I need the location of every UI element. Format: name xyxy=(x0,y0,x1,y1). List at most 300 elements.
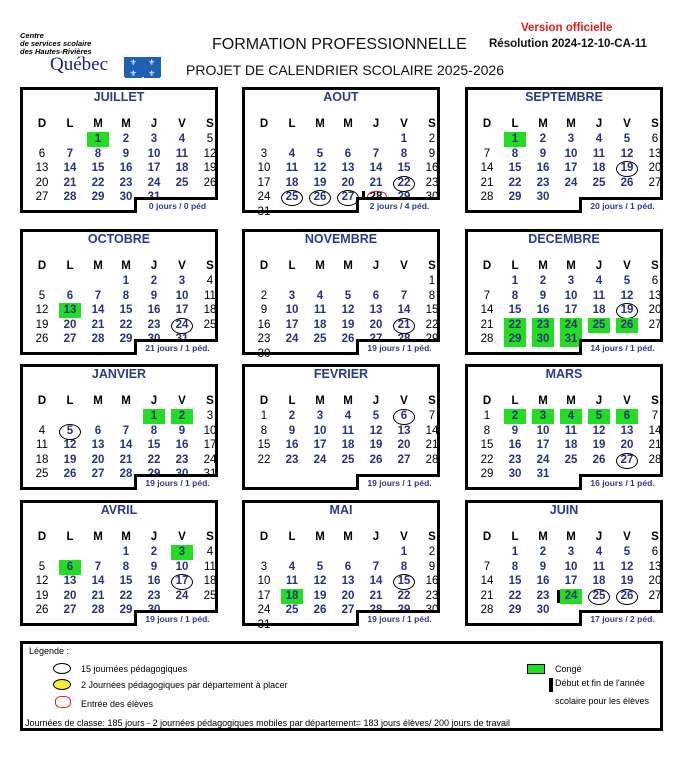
calendar-day: 16 xyxy=(147,575,161,587)
calendar-day: 26 xyxy=(203,176,217,189)
calendar-day: 24 xyxy=(257,604,271,616)
calendar-day: 2 xyxy=(539,275,547,287)
calendar-day: 9 xyxy=(539,289,547,302)
calendar-day: 5 xyxy=(623,546,631,558)
calendar-day: 22 xyxy=(393,176,415,191)
calendar-day: 17 xyxy=(257,176,271,189)
calendar-day: 27 xyxy=(63,604,77,616)
calendar-day: 20 xyxy=(397,439,411,451)
weekday-header: V xyxy=(623,531,631,543)
calendar-day: 17 xyxy=(536,439,550,451)
month-juin xyxy=(465,500,663,626)
calendar-day: 17 xyxy=(564,162,578,174)
calendar-day: 4 xyxy=(595,275,603,287)
calendar-day: 3 xyxy=(567,546,575,558)
calendar-day: 20 xyxy=(648,575,662,587)
weekday-header: M xyxy=(315,260,325,272)
calendar-day: 7 xyxy=(483,289,491,302)
calendar-day: 10 xyxy=(564,289,578,302)
calendar-day: 15 xyxy=(119,304,133,316)
legend-entree: Entrée des élèves xyxy=(81,699,154,709)
weekday-header: M xyxy=(538,531,548,543)
calendar-day: 14 xyxy=(119,439,133,451)
calendar-day: 12 xyxy=(341,304,355,316)
calendar-day: 29 xyxy=(119,604,133,616)
weekday-header: M xyxy=(93,118,103,130)
quebec-flag-icon: ⚜ ⚜ ⚜ ⚜ xyxy=(124,57,161,77)
calendar-day: 22 xyxy=(119,589,133,602)
calendar-day: 11 xyxy=(592,147,606,160)
debut-fin-bar-icon xyxy=(549,678,553,692)
calendar-day: 14 xyxy=(425,424,439,437)
weekday-header: L xyxy=(288,531,296,543)
calendar-day: 25 xyxy=(592,176,606,189)
calendar-day: 8 xyxy=(260,424,268,437)
weekday-header: J xyxy=(372,395,380,407)
calendar-day: 2 xyxy=(171,409,193,424)
calendar-day: 7 xyxy=(483,560,491,573)
calendar-day: 7 xyxy=(94,289,102,302)
calendar-day: 29 xyxy=(480,468,494,480)
calendar-day: 4 xyxy=(206,275,214,287)
calendar-day: 19 xyxy=(616,303,638,318)
legend xyxy=(20,641,663,731)
weekday-header: M xyxy=(315,395,325,407)
weekday-header: D xyxy=(259,118,269,130)
calendar-day: 19 xyxy=(341,318,355,331)
calendar-day: 7 xyxy=(400,289,408,302)
calendar-day: 28 xyxy=(91,333,105,345)
weekday-header: L xyxy=(66,118,74,130)
calendar-day: 3 xyxy=(178,275,186,287)
calendar-day: 30 xyxy=(119,191,133,203)
calendar-day: 18 xyxy=(203,304,217,316)
calendar-day: 22 xyxy=(119,318,133,331)
weekday-header: S xyxy=(206,531,214,543)
calendar-day: 16 xyxy=(536,304,550,316)
legend-debut-fin-1: Début et fin de l'année xyxy=(555,678,645,688)
calendar-day: 30 xyxy=(532,332,554,347)
calendar-day: 16 xyxy=(175,439,189,451)
calendar-day: 23 xyxy=(425,176,439,189)
month-name: AVRIL xyxy=(100,503,138,517)
calendar-day: 31 xyxy=(560,332,582,347)
calendar-day: 24 xyxy=(175,589,189,602)
month-mai xyxy=(242,500,440,631)
month-name: AOUT xyxy=(323,90,359,104)
calendar-day: 19 xyxy=(313,176,327,189)
calendar-day: 2 xyxy=(150,275,158,287)
calendar-day: 15 xyxy=(508,304,522,316)
calendar-day: 30 xyxy=(508,468,522,480)
weekday-header: L xyxy=(511,260,519,272)
quebec-wordmark: Québec xyxy=(50,54,109,75)
calendar-day: 16 xyxy=(508,439,522,451)
weekday-header: V xyxy=(623,395,631,407)
weekday-header: V xyxy=(623,118,631,130)
calendar-day: 24 xyxy=(147,176,161,189)
calendar-day: 10 xyxy=(147,147,161,160)
calendar-day: 15 xyxy=(508,162,522,174)
weekday-header: S xyxy=(651,395,659,407)
calendar-day: 10 xyxy=(285,304,299,316)
calendar-day: 16 xyxy=(536,575,550,587)
weekday-header: S xyxy=(428,260,436,272)
calendar-day: 24 xyxy=(560,318,582,333)
calendar-day: 14 xyxy=(91,575,105,587)
weekday-header: L xyxy=(66,395,74,407)
month-summary: 20 jours / 1 péd. xyxy=(579,197,663,213)
calendar-day: 8 xyxy=(122,289,130,302)
weekday-header: J xyxy=(595,260,603,272)
weekday-header: S xyxy=(651,531,659,543)
calendar-day: 22 xyxy=(425,318,439,331)
weekday-header: S xyxy=(428,531,436,543)
weekday-header: J xyxy=(150,118,158,130)
calendar-day: 17 xyxy=(313,439,327,451)
calendar-day: 9 xyxy=(150,289,158,302)
calendar-day: 14 xyxy=(397,304,411,316)
calendar-day: 11 xyxy=(204,560,216,573)
calendar-day: 28 xyxy=(119,468,133,480)
calendar-day: 5 xyxy=(344,289,352,302)
calendar-day: 21 xyxy=(393,318,415,333)
calendar-day: 4 xyxy=(206,546,214,558)
calendar-day: 28 xyxy=(648,453,662,466)
calendar-day: 8 xyxy=(511,560,519,573)
calendar-day: 27 xyxy=(648,318,662,331)
weekday-header: L xyxy=(66,531,74,543)
calendar-day: 31 xyxy=(257,205,271,218)
calendar-day: 12 xyxy=(203,147,217,160)
calendar-day: 23 xyxy=(285,453,299,466)
calendar-day: 21 xyxy=(119,453,133,466)
weekday-header: D xyxy=(482,531,492,543)
calendar-day: 24 xyxy=(313,453,327,466)
calendar-day: 16 xyxy=(119,162,133,174)
calendar-day: 5 xyxy=(206,133,214,145)
weekday-header: M xyxy=(566,118,576,130)
calendar-day: 25 xyxy=(341,453,355,466)
calendar-day: 10 xyxy=(175,289,189,302)
calendar-day: 4 xyxy=(178,133,186,145)
calendar-day: 17 xyxy=(203,439,217,451)
weekday-header: M xyxy=(121,531,131,543)
ped-oval-icon xyxy=(53,663,71,674)
calendar-day: 29 xyxy=(508,604,522,616)
calendar-day: 27 xyxy=(91,468,105,480)
calendar-day: 25 xyxy=(281,190,303,205)
weekday-header: J xyxy=(150,531,158,543)
calendar-day: 13 xyxy=(369,304,383,316)
calendar-day: 18 xyxy=(564,439,578,451)
calendar-day: 4 xyxy=(288,147,296,160)
calendar-day: 1 xyxy=(122,546,130,558)
calendar-day: 5 xyxy=(38,560,46,573)
calendar-day: 25 xyxy=(285,604,299,616)
calendar-day: 26 xyxy=(616,318,638,333)
calendar-day: 12 xyxy=(620,289,634,302)
calendar-day: 6 xyxy=(344,560,352,573)
calendar-day: 20 xyxy=(91,453,105,466)
calendar-day: 21 xyxy=(425,439,439,451)
calendar-day: 13 xyxy=(341,162,355,174)
month-septembre xyxy=(465,87,663,213)
calendar-day: 11 xyxy=(285,162,299,174)
calendar-day: 25 xyxy=(35,468,49,480)
calendar-day: 10 xyxy=(564,147,578,160)
quebec-logo xyxy=(20,32,170,78)
calendar-day: 15 xyxy=(91,162,105,174)
calendar-day: 1 xyxy=(400,133,408,145)
calendar-day: 7 xyxy=(428,410,436,422)
version-label: Version officielle xyxy=(521,22,613,34)
calendar-day: 9 xyxy=(428,560,436,573)
calendar-day: 9 xyxy=(122,147,130,160)
calendar-day: 27 xyxy=(648,176,662,189)
calendar-day: 21 xyxy=(648,439,662,451)
weekday-header: S xyxy=(428,118,436,130)
calendar-day: 24 xyxy=(560,589,582,604)
calendar-day: 27 xyxy=(35,191,49,203)
weekday-header: J xyxy=(595,118,603,130)
calendar-day: 22 xyxy=(397,589,411,602)
month-summary: 19 jours / 1 péd. xyxy=(134,610,218,626)
calendar-day: 23 xyxy=(536,589,550,602)
calendar-day: 10 xyxy=(564,560,578,573)
calendar-day: 7 xyxy=(122,424,130,437)
calendar-day: 31 xyxy=(536,468,550,480)
month-name: JANVIER xyxy=(91,367,147,381)
calendar-day: 3 xyxy=(288,289,296,302)
calendar-day: 21 xyxy=(480,589,494,602)
weekday-header: M xyxy=(315,531,325,543)
month-summary: 19 jours / 1 péd. xyxy=(356,474,440,490)
calendar-day: 21 xyxy=(480,318,494,331)
calendar-day: 26 xyxy=(616,589,638,604)
calendar-day: 15 xyxy=(425,304,439,316)
calendar-day: 6 xyxy=(651,546,659,558)
weekday-header: D xyxy=(37,260,47,272)
calendar-day: 3 xyxy=(150,133,158,145)
calendar-day: 23 xyxy=(175,453,189,466)
calendar-day: 3 xyxy=(206,410,214,422)
weekday-header: M xyxy=(566,395,576,407)
calendar-day: 18 xyxy=(203,575,217,587)
calendar-day: 23 xyxy=(119,176,133,189)
calendar-day: 17 xyxy=(564,304,578,316)
calendar-day: 1 xyxy=(511,546,519,558)
month-summary: 0 jours / 0 péd xyxy=(134,197,218,213)
calendar-day: 31 xyxy=(257,618,271,631)
weekday-header: L xyxy=(511,531,519,543)
calendar-day: 25 xyxy=(564,453,578,466)
calendar-day: 9 xyxy=(288,424,296,437)
calendar-day: 24 xyxy=(171,318,193,333)
weekday-header: M xyxy=(538,118,548,130)
legend-title: Légende : xyxy=(29,646,70,656)
calendar-day: 11 xyxy=(313,304,327,316)
calendar-day: 20 xyxy=(63,589,77,602)
calendar-day: 1 xyxy=(504,132,526,147)
calendar-day: 1 xyxy=(260,410,268,422)
calendar-day: 4 xyxy=(288,560,296,573)
calendar-day: 21 xyxy=(369,589,383,602)
calendar-day: 12 xyxy=(620,147,634,160)
conge-swatch xyxy=(527,664,545,674)
calendar-day: 16 xyxy=(257,318,271,331)
calendar-day: 23 xyxy=(508,453,522,466)
calendar-day: 5 xyxy=(316,560,324,573)
month-novembre xyxy=(242,229,440,360)
calendar-day: 20 xyxy=(35,176,49,189)
weekday-header: M xyxy=(93,260,103,272)
calendar-day: 5 xyxy=(588,409,610,424)
calendar-day: 27 xyxy=(397,453,411,466)
calendar-day: 11 xyxy=(175,147,189,160)
month-mars xyxy=(465,364,663,490)
calendar-day: 8 xyxy=(150,424,158,437)
calendar-day: 1 xyxy=(511,275,519,287)
month-summary: 19 jours / 1 péd. xyxy=(134,474,218,490)
calendar-day: 3 xyxy=(567,275,575,287)
calendar-day: 8 xyxy=(94,147,102,160)
calendar-day: 23 xyxy=(425,589,439,602)
calendar-day: 18 xyxy=(592,162,606,174)
weekday-header: D xyxy=(37,395,47,407)
weekday-header: M xyxy=(315,118,325,130)
weekday-header: S xyxy=(206,260,214,272)
calendar-day: 24 xyxy=(536,453,550,466)
month-summary: 16 jours / 1 péd. xyxy=(579,474,663,490)
weekday-header: J xyxy=(372,531,380,543)
calendar-day: 4 xyxy=(595,546,603,558)
calendar-day: 2 xyxy=(428,546,436,558)
calendar-day: 23 xyxy=(147,318,161,331)
calendar-day: 7 xyxy=(651,410,659,422)
calendar-day: 27 xyxy=(337,190,359,205)
calendar-day: 30 xyxy=(257,347,271,360)
calendar-day: 18 xyxy=(592,575,606,587)
calendar-day: 22 xyxy=(508,589,522,602)
weekday-header: M xyxy=(93,395,103,407)
weekday-header: V xyxy=(178,531,186,543)
calendar-day: 21 xyxy=(91,589,105,602)
calendar-day: 26 xyxy=(313,604,327,616)
calendar-day: 6 xyxy=(616,409,638,424)
legend-ped: 15 journées pédagogiques xyxy=(81,664,188,674)
weekday-header: M xyxy=(121,395,131,407)
calendar-day: 27 xyxy=(616,453,638,468)
calendar-day: 26 xyxy=(592,453,606,466)
calendar-day: 8 xyxy=(122,560,130,573)
calendar-day: 1 xyxy=(483,410,491,422)
calendar-day: 2 xyxy=(539,133,547,145)
calendar-day: 22 xyxy=(147,453,161,466)
calendar-day: 26 xyxy=(35,604,49,616)
calendar-day: 7 xyxy=(372,147,380,160)
weekday-header: J xyxy=(150,395,158,407)
calendar-day: 5 xyxy=(623,133,631,145)
calendar-day: 8 xyxy=(400,560,408,573)
weekday-header: D xyxy=(37,531,47,543)
calendar-day: 8 xyxy=(511,289,519,302)
calendar-day: 18 xyxy=(313,318,327,331)
weekday-header: S xyxy=(651,118,659,130)
calendar-day: 16 xyxy=(147,304,161,316)
calendar-day: 3 xyxy=(171,545,193,560)
calendar-day: 4 xyxy=(595,133,603,145)
month-decembre xyxy=(465,229,663,355)
calendar-day: 15 xyxy=(393,574,415,589)
calendar-day: 11 xyxy=(36,439,48,451)
weekday-header: M xyxy=(121,118,131,130)
calendar-day: 15 xyxy=(147,439,161,451)
calendar-day: 18 xyxy=(175,162,189,174)
month-name: OCTOBRE xyxy=(87,232,151,246)
calendar-day: 20 xyxy=(369,318,383,331)
calendar-day: 2 xyxy=(288,410,296,422)
calendar-day: 25 xyxy=(588,318,610,333)
calendar-day: 11 xyxy=(341,424,355,437)
month-name: JUILLET xyxy=(93,90,145,104)
calendar-day: 14 xyxy=(480,575,494,587)
month-name: MAI xyxy=(329,503,353,517)
calendar-day: 2 xyxy=(260,289,268,302)
weekday-header: J xyxy=(372,118,380,130)
calendar-day: 10 xyxy=(536,424,550,437)
month-octobre xyxy=(20,229,218,355)
resolution-label: Résolution 2024-12-10-CA-11 xyxy=(489,38,647,50)
calendar-day: 17 xyxy=(257,589,271,602)
page-subtitle: PROJET DE CALENDRIER SCOLAIRE 2025-2026 xyxy=(186,62,504,78)
month-juillet xyxy=(20,87,218,213)
weekday-header: J xyxy=(595,395,603,407)
calendar-day: 19 xyxy=(35,589,49,602)
calendar-day: 13 xyxy=(63,575,77,587)
calendar-day: 7 xyxy=(94,560,102,573)
calendar-day: 7 xyxy=(483,147,491,160)
calendar-day: 24 xyxy=(203,453,217,466)
month-janvier xyxy=(20,364,218,490)
calendar-day: 20 xyxy=(341,176,355,189)
calendar-day: 30 xyxy=(536,191,550,203)
weekday-header: S xyxy=(651,260,659,272)
calendar-day: 20 xyxy=(63,318,77,331)
calendar-day: 15 xyxy=(397,162,411,174)
weekday-header: D xyxy=(482,260,492,272)
weekday-header: M xyxy=(121,260,131,272)
calendar-day: 28 xyxy=(63,191,77,203)
weekday-header: D xyxy=(259,531,269,543)
month-summary: 21 jours / 1 péd. xyxy=(134,339,218,355)
calendar-day: 10 xyxy=(313,424,327,437)
month-aout xyxy=(242,87,440,218)
weekday-header: D xyxy=(259,395,269,407)
calendar-day: 6 xyxy=(59,560,81,575)
calendar-day: 3 xyxy=(260,560,268,573)
calendar-day: 11 xyxy=(285,575,299,587)
calendar-day: 1 xyxy=(122,275,130,287)
calendar-day: 8 xyxy=(511,147,519,160)
calendar-day: 12 xyxy=(63,439,77,451)
calendar-day: 6 xyxy=(66,289,74,302)
month-name: JUIN xyxy=(549,503,579,517)
calendar-day: 9 xyxy=(260,304,268,316)
calendar-day: 2 xyxy=(428,133,436,145)
month-name: FEVRIER xyxy=(313,367,369,381)
calendar-day: 5 xyxy=(316,147,324,160)
